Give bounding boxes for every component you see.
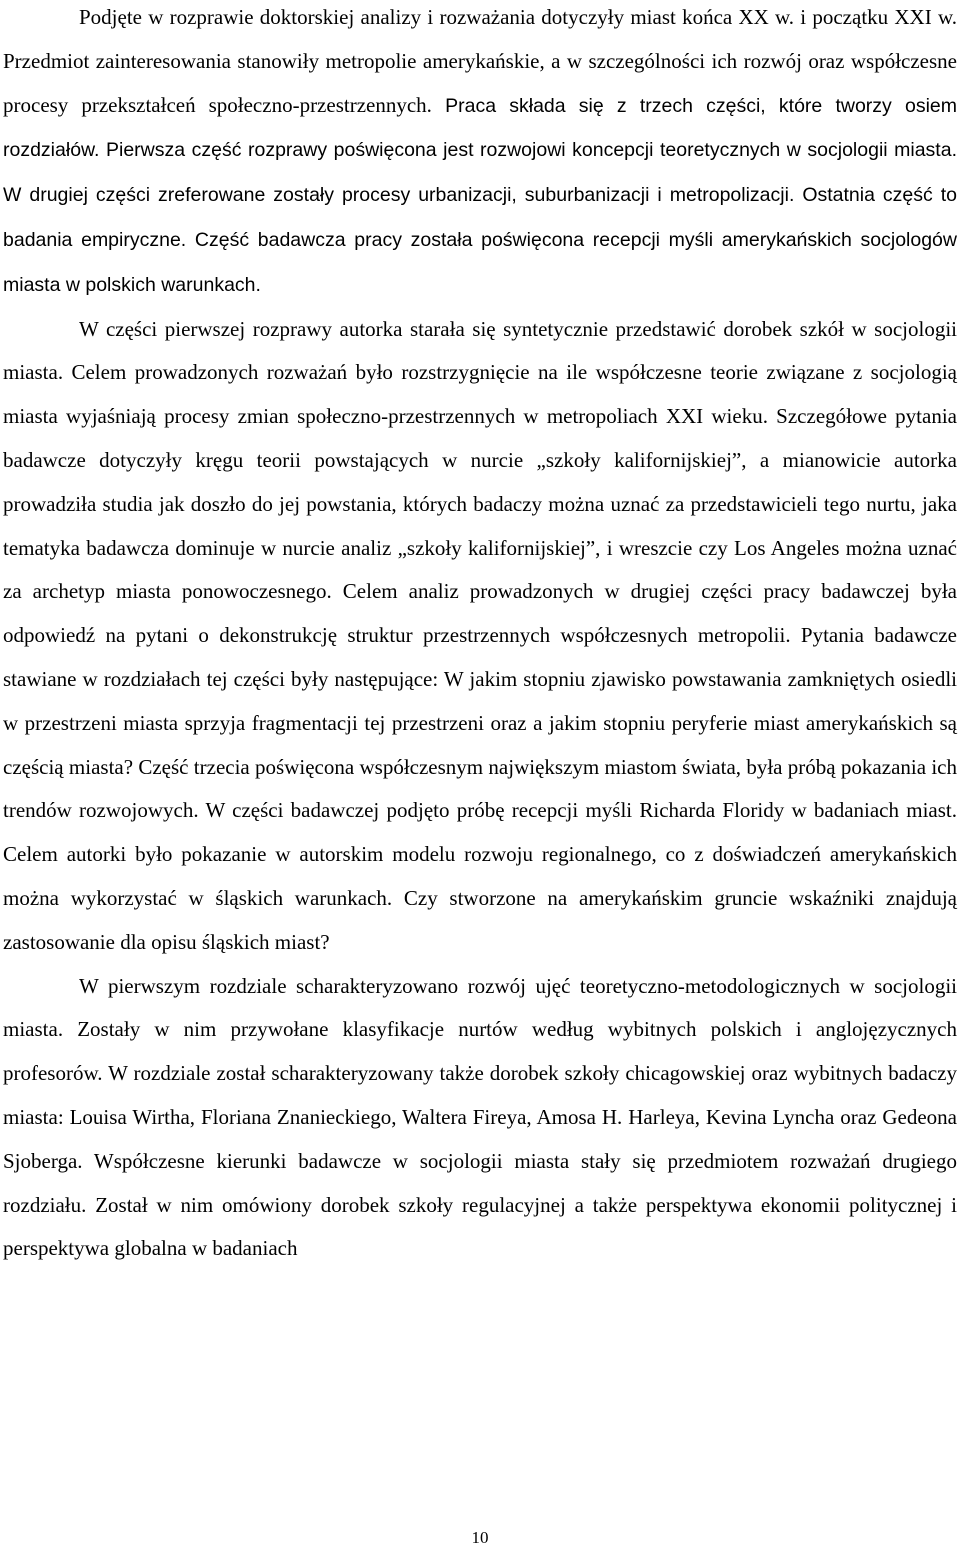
page-number: 10 <box>471 1528 489 1547</box>
paragraph-introduction-serif-text: Podjęte w rozprawie doktorskiej analizy i rozważania dotyczyły miast końca XX w. i początku XXI w. Przedmiot zainteresowania stanowiły metropolie amerykańskie, a w szczególności ich rozwój oraz współczesne procesy przekształceń społeczno-przestrzennych. <box>3 5 957 117</box>
paragraph-part-one-summary: W części pierwszej rozprawy autorka starała się syntetycznie przedstawić dorobek szkół w socjologii miasta. Celem prowadzonych rozważań było rozstrzygnięcie na ile współczesne teorie związane z socjologią miasta wyjaśniają procesy zmian społeczno-przestrzennych w metropoliach XXI wieku. Szczegółowe pytania badawcze dotyczyły kręgu teorii powstających w nurcie „szkoły kalifornijskiej”, a mianowicie autorka prowadziła studia jak doszło do jej powstania, których badaczy można uznać za przedstawicieli tego nurtu, jaka tematyka badawcza dominuje w nurcie analiz „szkoły kalifornijskiej”, i wreszcie czy Los Angeles można uznać za archetyp miasta ponowoczesnego. Celem analiz prowadzonych w drugiej części pracy badawczej była odpowiedź na pytani o dekonstrukcję struktur przestrzennych współczesnych metropolii. Pytania badawcze stawiane w rozdziałach tej części były następujące: W jakim stopniu zjawisko powstawania zamkniętych osiedli w przestrzeni miasta sprzyja fragmentacji tej przestrzeni oraz a jakim stopniu peryferie miast amerykańskich są częścią miasta? Część trzecia poświęcona współczesnym największym miastom świata, była próbą pokazania ich trendów rozwojowych. W części badawczej podjęto próbę recepcji myśli Richarda Floridy w badaniach miast. Celem autorki było pokazanie w autorskim modelu rozwoju regionalnego, co z doświadczeń amerykańskich można wykorzystać w śląskich warunkach. Czy stworzone na amerykańskim gruncie wskaźniki znajdują zastosowanie dla opisu śląskich miast? <box>3 316 957 954</box>
paragraph-introduction-sans-text: Praca składa się z trzech części, które tworzy osiem rozdziałów. Pierwsza część rozprawy poświęcona jest rozwojowi koncepcji teoretycznych w socjologii miasta. W drugiej części zreferowane zostały procesy urbanizacji, suburbanizacji i metropolizacji. Ostatnia część to badania empiryczne. Część badawcza pracy została poświęcona recepcji myśli amerykańskich socjologów miasta w polskich warunkach. <box>3 94 957 296</box>
paragraph-chapter-one-summary: W pierwszym rozdziale scharakteryzowano rozwój ujęć teoretyczno-metodologicznych w socjologii miasta. Zostały w nim przywołane klasyfikacje nurtów według wybitnych polskich i anglojęzycznych profesorów. W rozdziale został scharakteryzowany także dorobek szkoły chicagowskiej oraz wybitnych badaczy miasta: Louisa Wirtha, Floriana Znanieckiego, Waltera Fireya, Amosa H. Harleya, Kevina Lyncha oraz Gedeona Sjoberga. Współczesne kierunki badawcze w socjologii miasta stały się przedmiotem rozważań drugiego rozdziału. Został w nim omówiony dorobek szkoły regulacyjnej a także perspektywa ekonomii politycznej i perspektywa globalna w badaniach <box>3 973 957 1261</box>
document-page <box>3 0 957 1271</box>
paragraph-introduction <box>3 0 957 308</box>
